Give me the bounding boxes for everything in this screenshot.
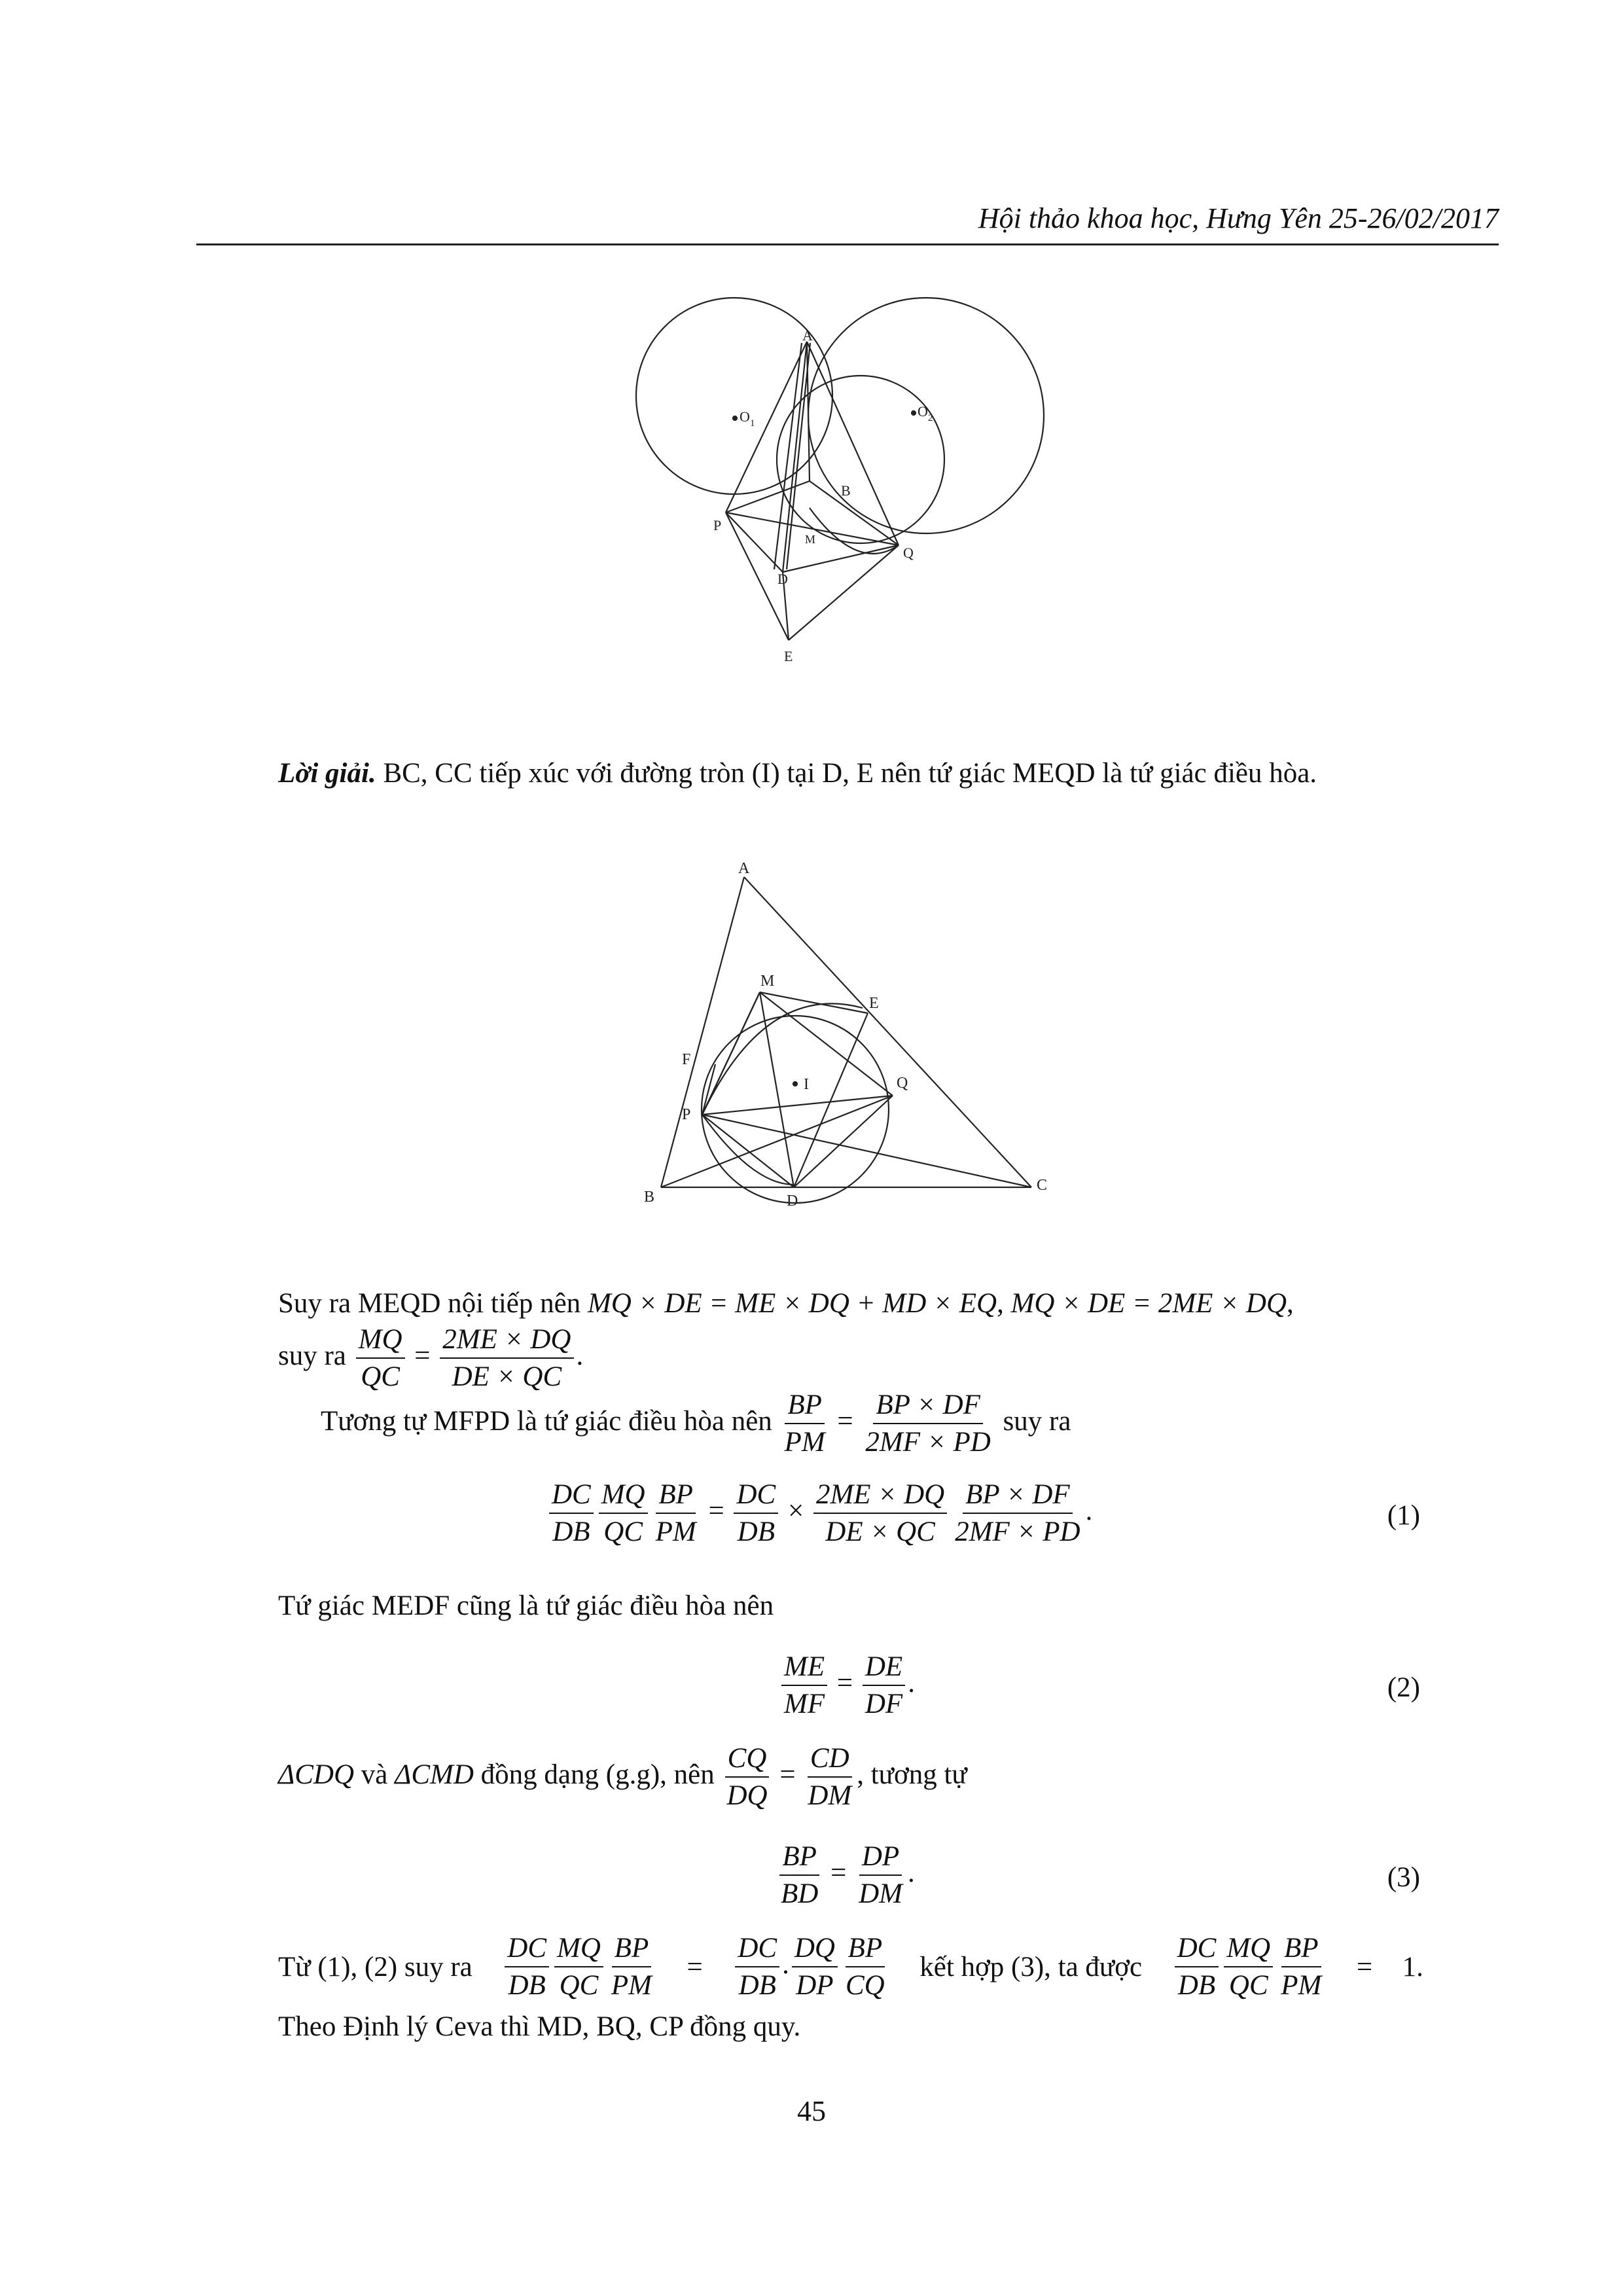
center-i: [793, 1082, 797, 1086]
fig2-label-m: M: [760, 973, 775, 990]
p1-eq2: MQ × DE = 2ME × DQ: [1010, 1288, 1287, 1319]
p1-end: .: [576, 1340, 584, 1371]
p5-ceva: Theo Định lý Ceva thì MD, BQ, CP đồng quy.: [278, 2011, 801, 2042]
label-o1-sub: 1: [750, 418, 755, 429]
fig2-label-f: F: [682, 1051, 691, 1068]
label-q: Q: [903, 545, 914, 561]
eq2-frac-me-mf: $\frac{ME}{MF}$: [781, 1653, 827, 1718]
eq3-end: .: [907, 1857, 915, 1888]
p2-text: Tương tự MFPD là tứ giác điều hòa nên: [321, 1405, 772, 1437]
paragraph-4: [278, 1744, 967, 1810]
fig2-label-c: C: [1037, 1177, 1048, 1194]
p2-frac-bpdf: $\frac{BP \times DF}{2MF \times PD}$: [865, 1390, 991, 1458]
p5-equals-2: =: [1356, 1951, 1373, 1982]
fig2-label-p: P: [682, 1106, 691, 1123]
label-d: D: [777, 571, 788, 587]
eq1-frac-mq-qc: $\frac{MQ}{QC}$: [599, 1480, 648, 1546]
p5-frac-bp-pm-2: $\frac{BP}{PM}$: [1281, 1933, 1322, 2001]
p1-frac-mq-qc: $\frac{MQ}{QC}$: [356, 1325, 405, 1391]
p4-frac-cq-dq: $\frac{CQ}{DQ}$: [724, 1744, 770, 1810]
p1-text: Suy ra MEQD nội tiếp nên: [278, 1288, 588, 1319]
p5-frac-mq-qc: $\frac{MQ}{QC}$: [554, 1934, 603, 2000]
p5-equals: =: [687, 1951, 703, 1982]
header-rule: [196, 243, 1499, 245]
figure-1: [628, 288, 1047, 681]
center-o2: [912, 411, 916, 415]
p4-triangle-cdq: ΔCDQ: [278, 1759, 355, 1790]
equation-3: [278, 1842, 1420, 1914]
label-e: E: [784, 648, 793, 664]
p4-text: đồng dạng (g.g), nên: [473, 1759, 715, 1790]
label-m: M: [805, 533, 816, 546]
fig2-label-q: Q: [897, 1075, 908, 1092]
eq1-frac-dc-db: $\frac{DC}{DB}$: [549, 1480, 594, 1546]
eq1-frac-dc-db-2: $\frac{DC}{DB}$: [734, 1480, 778, 1546]
solution-label: Lời giải.: [278, 758, 376, 789]
eq2-equals: =: [836, 1667, 853, 1698]
equation-1: [278, 1480, 1420, 1552]
paragraph-5: [278, 1934, 1423, 2000]
eq1-number: (1): [1387, 1500, 1420, 1531]
eq1-frac-2me: $\frac{2ME \times DQ}{DE \times QC}$: [813, 1480, 947, 1546]
p1-comma: ,: [1287, 1288, 1294, 1319]
p4-equals: =: [779, 1759, 796, 1790]
eq2-frac-de-df: $\frac{DE}{DF}$: [863, 1653, 905, 1718]
label-o2-sub: 2: [928, 413, 933, 423]
eq1-end: .: [1085, 1495, 1093, 1526]
fig2-label-d: D: [787, 1193, 798, 1210]
label-o2: O: [918, 403, 928, 420]
eq1-frac-bp-pm: $\frac{BP}{PM}$: [655, 1479, 696, 1547]
solution-text: BC, CC tiếp xúc với đường tròn (I) tại D, E nên tứ giác MEQD là tứ giác điều hòa.: [383, 758, 1317, 789]
paragraph-5-line2: [278, 2013, 800, 2041]
p5-frac-mq-qc-2: $\frac{MQ}{QC}$: [1224, 1934, 1273, 2000]
figure-2-lines: [661, 877, 1031, 1187]
fig2-label-a: A: [738, 860, 750, 877]
fig2-label-i: I: [804, 1076, 809, 1093]
p3-text: Tứ giác MEDF cũng là tứ giác điều hòa nên: [278, 1590, 774, 1621]
center-o1: [733, 416, 737, 420]
solution-paragraph: [278, 759, 1508, 787]
p5-kethop: kết hợp (3), ta được: [919, 1951, 1143, 1982]
p5-one: 1.: [1402, 1951, 1423, 1982]
label-b: B: [841, 482, 851, 499]
p4-triangle-cmd: ΔCMD: [395, 1759, 474, 1790]
eq1-frac-bpdf: $\frac{BP \times DF}{2MF \times PD}$: [955, 1479, 1080, 1547]
p1-sep: ,: [997, 1288, 1011, 1319]
equation-2: [278, 1653, 1420, 1725]
label-o1: O: [740, 408, 750, 425]
p4-frac-cd-dm: $\frac{CD}{DM}$: [808, 1743, 852, 1811]
figure-2: [635, 857, 1067, 1230]
fig2-label-e: E: [869, 995, 879, 1012]
page-number: 45: [797, 2095, 826, 2127]
eq2-end: .: [908, 1667, 915, 1698]
p1-suyra: suy ra: [278, 1340, 346, 1371]
p5-frac-bp-pm: $\frac{BP}{PM}$: [611, 1933, 652, 2001]
eq1-times: ×: [787, 1495, 804, 1526]
p1-equals: =: [414, 1340, 431, 1371]
arc-pmq: [702, 1003, 863, 1115]
eq2-number: (2): [1387, 1672, 1420, 1703]
p5-dot: .: [782, 1948, 789, 1980]
p2-equals: =: [837, 1405, 853, 1437]
eq3-equals: =: [830, 1857, 847, 1888]
eq1-equals: =: [708, 1495, 724, 1526]
label-a: A: [802, 327, 813, 344]
running-header: Hội thảo khoa học, Hưng Yên 25-26/02/2017: [978, 202, 1499, 234]
p5-frac-dc-db: $\frac{DC}{DB}$: [505, 1934, 549, 2000]
paragraph-3: [278, 1592, 774, 1620]
p5-frac-dc-db-2: $\frac{DC}{DB}$: [735, 1934, 779, 2000]
p1-eq1: MQ × DE = ME × DQ + MD × EQ: [587, 1288, 997, 1319]
p5-frac-dq-dp: $\frac{DQ}{DP}$: [792, 1934, 838, 2000]
incircle-i: [702, 1016, 889, 1203]
eq3-number: (3): [1387, 1862, 1420, 1893]
eq3-frac-dp-dm: $\frac{DP}{DM}$: [859, 1841, 902, 1909]
label-p: P: [713, 517, 722, 533]
paragraph-2: [321, 1391, 1071, 1456]
fig2-label-b: B: [644, 1189, 655, 1206]
p5-frac-dc-db-3: $\frac{DC}{DB}$: [1175, 1934, 1219, 2000]
p2-suyra: suy ra: [1003, 1405, 1071, 1437]
p2-frac-bp-pm: $\frac{BP}{PM}$: [784, 1390, 825, 1458]
p4-va: và: [354, 1759, 395, 1790]
paragraph-1: [278, 1289, 1502, 1318]
p5-text: Từ (1), (2) suy ra: [278, 1951, 473, 1982]
p4-tuongtu: , tương tự: [857, 1759, 967, 1790]
eq3-frac-bp-bd: $\frac{BP}{BD}$: [781, 1841, 819, 1909]
p1-frac-2me: $\frac{2ME \times DQ}{DE \times QC}$: [440, 1325, 573, 1391]
paragraph-1-line2: [278, 1325, 583, 1391]
p5-frac-bp-cq: $\frac{BP}{CQ}$: [845, 1933, 885, 2001]
